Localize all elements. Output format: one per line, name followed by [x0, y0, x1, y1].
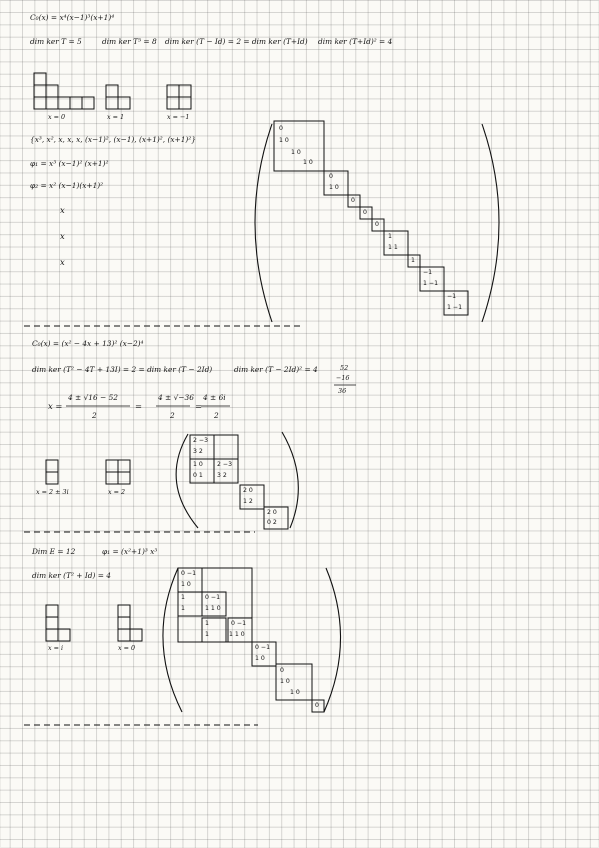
m1-entry: 1 −1: [423, 280, 439, 287]
m3-entry: 1: [205, 631, 209, 638]
matrix3-right-paren: [324, 568, 341, 712]
young-diagram-x0-s3: [118, 605, 142, 641]
formula-den: 2: [92, 411, 97, 420]
dim-ker-t3: dim ker T³ = 8: [102, 37, 157, 46]
m3-entry: 1 0: [181, 581, 191, 588]
young-diagram-xi: [46, 605, 70, 641]
m2-entry: 2 −3: [193, 437, 209, 444]
side-calc-3: 36: [338, 387, 347, 395]
young-label-xm1: x = −1: [167, 113, 190, 121]
phi1-section1: φ₁ = x³ (x−1)² (x+1)²: [30, 159, 109, 168]
m1-entry: 1 0: [303, 159, 313, 166]
dim-e: Dim E = 12: [32, 547, 76, 556]
young-label-x1: x = 1: [107, 113, 125, 121]
m3-entry: 1: [205, 620, 209, 627]
mark-x-2: x: [60, 231, 65, 241]
m3-entry: 1: [181, 594, 185, 601]
m3-entry: 0: [280, 667, 284, 674]
m2-entry: 2 −3: [217, 461, 233, 468]
m1-entry: 0: [329, 173, 333, 180]
m3-entry: 0 −1: [231, 620, 247, 627]
matrix3-left-paren: [163, 568, 182, 712]
m2-entry: 1 0: [193, 461, 203, 468]
dim-ker-t-id-sq: dim ker (T+Id)² = 4: [318, 37, 393, 46]
m1-entry: 1: [388, 233, 392, 240]
mark-x-3: x: [60, 257, 65, 267]
formula3-num: 4 ± 6i: [203, 393, 226, 402]
formula2-num: 4 ± √−36: [158, 393, 194, 402]
m2-entry: 3 2: [217, 472, 227, 479]
m1-entry: 1 0: [291, 149, 301, 156]
young-label-x0-s3: x = 0: [118, 644, 136, 652]
m3-entry: 0 −1: [255, 644, 271, 651]
formula2-den: 2: [170, 411, 175, 420]
m1-entry: 1 0: [329, 184, 339, 191]
young-label-x2: x = 2: [108, 488, 126, 496]
m2-entry: 1 2: [243, 498, 253, 505]
m1-entry: 1 0: [279, 137, 289, 144]
m1-entry: 0: [279, 125, 283, 132]
dim-ker-t-2id-sq: dim ker (T − 2Id)² = 4: [234, 365, 318, 374]
phi1-section3: φ₁ = (x²+1)³ x³: [102, 547, 158, 556]
m1-entry: 0: [351, 197, 355, 204]
char-poly-1: C₀(x) = x⁴(x−1)³(x+1)⁴: [30, 13, 115, 22]
dim-ker-t-id: dim ker (T − Id) = 2 = dim ker (T+Id): [165, 37, 308, 46]
m1-entry: −1: [447, 293, 457, 300]
m3-entry: 1 1 0: [229, 631, 245, 638]
m2-entry: 2 0: [243, 487, 253, 494]
formula-lhs: x =: [48, 401, 63, 411]
m2-entry: 0 1: [193, 472, 203, 479]
formula-eq-1: =: [135, 401, 143, 411]
young-label-2pm3i: x = 2 ± 3i: [36, 488, 69, 496]
dim-ker-t2-id: dim ker (T² + Id) = 4: [32, 571, 111, 580]
m1-entry: 0: [375, 221, 379, 228]
m3-entry: 1 0: [255, 655, 265, 662]
m3-entry: 1 0: [290, 689, 300, 696]
side-calc-2: −16: [336, 374, 350, 382]
formula3-den: 2: [214, 411, 219, 420]
phi2-section1: φ₂ = x² (x−1)(x+1)²: [30, 181, 104, 190]
m1-entry: −1: [423, 269, 433, 276]
young-label-xi: x = i: [48, 644, 64, 652]
m1-entry: 1 −1: [447, 304, 463, 311]
m2-entry: 3 2: [193, 448, 203, 455]
m3-entry: 1 0: [280, 678, 290, 685]
m3-entry: 0 −1: [205, 594, 221, 601]
basis-set: {x³, x², x, x, x, (x−1)², (x−1), (x+1)², (x+1)²}: [30, 135, 196, 144]
m1-entry: 1 1: [388, 244, 398, 251]
mark-x-1: x: [60, 205, 65, 215]
formula-num: 4 ± √16 − 52: [68, 393, 119, 402]
dim-ker-quadratic: dim ker (T² − 4T + 13I) = 2 = dim ker (T − 2Id): [32, 365, 213, 374]
m2-entry: 0 2: [267, 519, 277, 526]
m3-entry: 1 1 0: [205, 605, 221, 612]
m1-entry: 1: [411, 257, 415, 264]
m3-entry: 0: [315, 702, 319, 709]
dim-ker-t: dim ker T = 5: [30, 37, 82, 46]
m1-entry: 0: [363, 209, 367, 216]
m3-entry: 0 −1: [181, 570, 197, 577]
m2-entry: 2 0: [267, 509, 277, 516]
formula-eq-2: =: [195, 401, 203, 411]
side-calc-1: 52: [340, 364, 349, 372]
young-label-x0: x = 0: [48, 113, 66, 121]
char-poly-2: C₀(x) = (x² − 4x + 13)² (x−2)⁴: [32, 339, 144, 348]
m3-entry: 1: [181, 605, 185, 612]
